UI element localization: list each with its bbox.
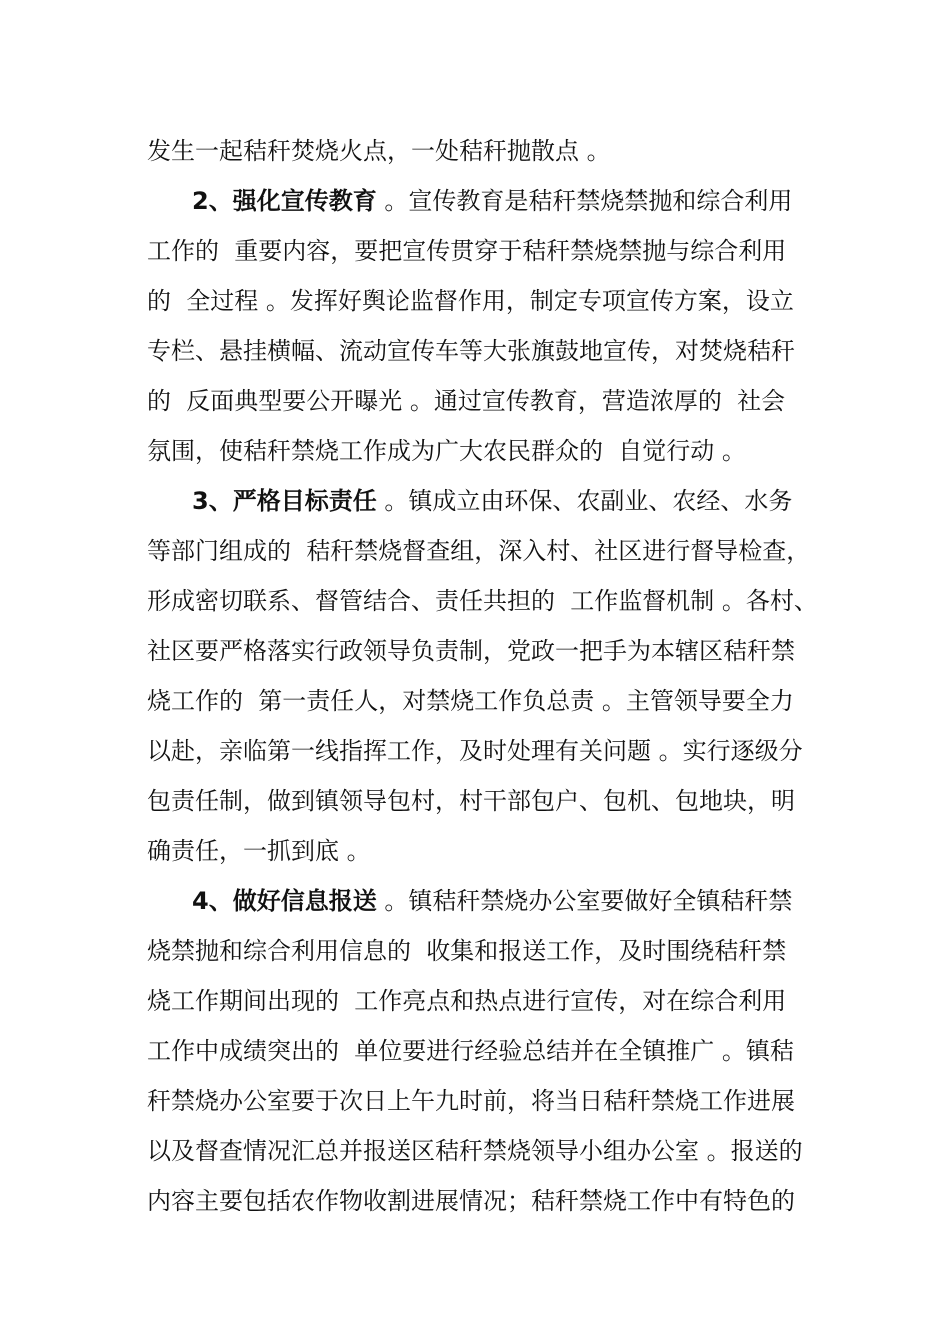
paragraph-4-line-1 xyxy=(147,876,817,926)
paragraph-2-line-1-text: 。宣传教育是秸秆禁烧禁抛和综合利用 xyxy=(376,187,793,215)
paragraph-3-line-2: 等部门组成的 秸秆禁烧督查组，深入村、社区进行督导检查， xyxy=(147,537,811,565)
paragraph-4-line-5: 秆禁烧办公室要于次日上午九时前，将当日秸秆禁烧工作进展 xyxy=(147,1087,795,1115)
paragraph-4-line-1-text: 。镇秸秆禁烧办公室要做好全镇秸秆禁 xyxy=(376,887,793,915)
paragraph-3-line-3: 形成密切联系、督管结合、责任共担的 工作监督机制 。各村、 xyxy=(147,587,818,615)
paragraph-2-line-2: 工作的 重要内容，要把宣传贯穿于秸秆禁烧禁抛与综合利用 xyxy=(147,237,787,265)
section-heading-reporting: 4、做好信息报送 xyxy=(192,887,377,915)
paragraph-4-line-3: 烧工作期间出现的 工作亮点和热点进行宣传，对在综合利用 xyxy=(147,987,787,1015)
body-text xyxy=(147,126,817,1226)
paragraph-4-line-7: 内容主要包括农作物收割进展情况；秸秆禁烧工作中有特色的 xyxy=(147,1187,795,1215)
paragraph-2-line-3: 的 全过程 。发挥好舆论监督作用，制定专项宣传方案，设立 xyxy=(147,287,794,315)
paragraph-2-line-4: 专栏、悬挂横幅、流动宣传车等大张旗鼓地宣传，对焚烧秸秆 xyxy=(147,337,795,365)
paragraph-3-line-4: 社区要严格落实行政领导负责制，党政一把手为本辖区秸秆禁 xyxy=(147,637,795,665)
paragraph-3-line-1 xyxy=(147,476,817,526)
paragraph-1-line-1: 发生一起秸秆焚烧火点，一处秸秆抛散点 。 xyxy=(147,137,611,165)
paragraph-3-line-8: 确责任，一抓到底 。 xyxy=(147,837,371,865)
paragraph-2-line-6: 氛围，使秸秆禁烧工作成为广大农民群众的 自觉行动 。 xyxy=(147,437,746,465)
paragraph-2-line-5: 的 反面典型要公开曝光 。通过宣传教育，营造浓厚的 社会 xyxy=(147,387,786,415)
section-heading-publicity: 2、强化宣传教育 xyxy=(192,187,377,215)
paragraph-3-line-7: 包责任制，做到镇领导包村，村干部包户、包机、包地块，明 xyxy=(147,787,795,815)
paragraph-2-line-1 xyxy=(147,176,817,226)
section-heading-responsibility: 3、严格目标责任 xyxy=(192,487,377,515)
paragraph-4-line-6: 以及督查情况汇总并报送区秸秆禁烧领导小组办公室 。报送的 xyxy=(147,1137,803,1165)
paragraph-4-line-4: 工作中成绩突出的 单位要进行经验总结并在全镇推广 。镇秸 xyxy=(147,1037,794,1065)
paragraph-4-line-2: 烧禁抛和综合利用信息的 收集和报送工作，及时围绕秸秆禁 xyxy=(147,937,787,965)
paragraph-3-line-1-text: 。镇成立由环保、农副业、农经、水务 xyxy=(376,487,793,515)
paragraph-3-line-5: 烧工作的 第一责任人，对禁烧工作负总责 。主管领导要全力 xyxy=(147,687,794,715)
paragraph-3-line-6: 以赴，亲临第一线指挥工作，及时处理有关问题 。实行逐级分 xyxy=(147,737,803,765)
